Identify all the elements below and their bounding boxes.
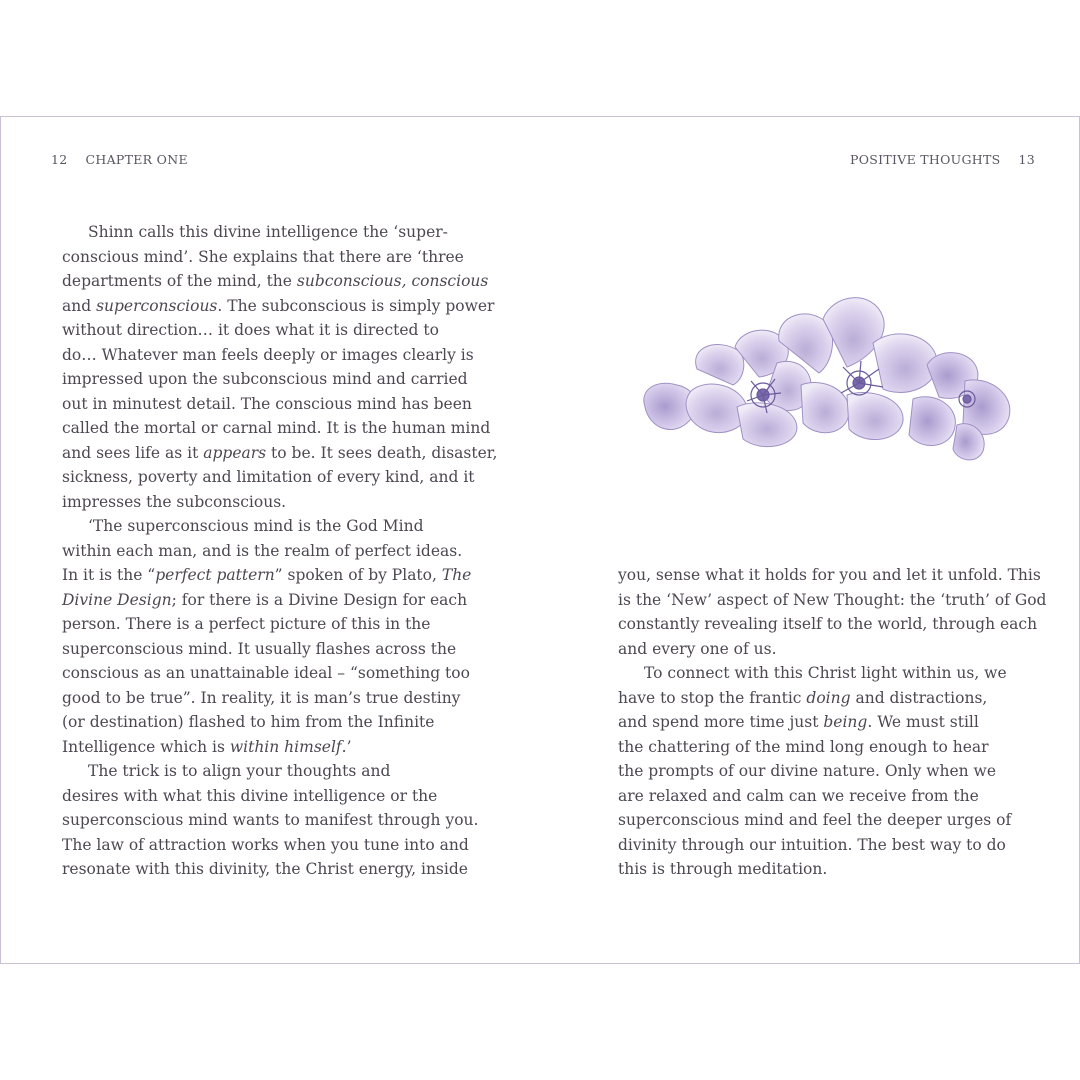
text-line [62,808,482,833]
text-line [62,857,482,882]
text-line [62,710,482,735]
text-run: resonate with this divinity, the Christ energy, inside [62,860,468,878]
text-line [618,808,1038,833]
left-page-body [62,220,498,882]
book-spread [0,116,1080,964]
text-line [618,710,1038,735]
italic-text: Divine Design [62,590,172,609]
text-line [62,318,482,343]
text-line [62,735,482,760]
text-run: .’ [341,737,352,756]
text-line [62,539,482,564]
text-line [62,612,482,637]
text-line [618,759,1038,784]
right-page-body [618,563,1047,882]
text-run: good to be true”. In reality, it is man’s true destiny [62,688,461,707]
text-run: this is through meditation. [618,860,828,878]
text-run: called the mortal or carnal mind. It is the human mind [62,419,491,437]
text-line [62,686,482,711]
text-line [62,588,482,613]
text-run: superconscious mind wants to manifest through you. [62,811,479,829]
text-line [618,857,1038,882]
text-run: desires with what this divine intelligence or the [62,786,438,805]
right-running-header [850,152,1035,167]
text-line [62,367,482,392]
text-run: within each man, and is the realm of perfect ideas. [62,541,463,560]
text-run: sickness, poverty and limitation of every kind, and it [62,468,475,486]
text-line [618,588,1047,613]
text-run: The trick is to align your thoughts and [88,762,391,780]
text-line [62,343,482,368]
italic-text: doing [806,688,851,707]
text-line [62,269,489,294]
text-line [618,833,1038,858]
text-run: . We must still [867,713,979,731]
text-run: In it is the “ [62,566,156,584]
text-run: conscious as an unattainable ideal – “something too [62,664,470,682]
text-run: and distractions, [850,688,988,707]
text-run: out in minutest detail. The conscious mind has been [62,394,472,413]
text-run: impresses the subconscious. [62,492,287,511]
text-run: superconscious mind and feel the deeper urges of [618,811,1012,829]
text-run: and [62,296,97,315]
text-run: (or destination) flashed to him from the Infinite [62,713,435,731]
text-line [62,661,482,686]
italic-text: within himself [229,737,342,756]
text-line [62,245,482,270]
text-line [618,563,1041,588]
text-run: and every one of us. [618,639,777,658]
text-run: superconscious mind. It usually flashes across the [62,639,457,658]
text-run: ‘The superconscious mind is the God Mind [88,517,424,535]
left-page-number: 12 [51,152,68,167]
text-run: have to stop the frantic [618,688,807,707]
italic-text: perfect pattern [155,566,275,584]
text-line [62,392,482,417]
italic-text: subconscious, conscious [296,272,489,290]
text-run: are relaxed and calm can we receive from the [618,786,979,805]
text-line [618,637,1038,662]
text-run: departments of the mind, the [62,272,297,290]
text-run: to be. It sees death, disaster, [266,443,498,462]
text-run: conscious mind’. She explains that there are ‘three [62,247,464,266]
italic-text: appears [203,443,267,462]
text-line [618,612,1038,637]
text-line [618,735,1038,760]
text-line [62,759,482,784]
text-line [62,784,482,809]
text-run: the prompts of our divine nature. Only when we [618,762,997,780]
text-line [62,833,482,858]
italic-text: being [823,713,868,731]
text-line [62,637,482,662]
text-line [62,220,482,245]
text-line [618,784,1038,809]
right-page-number: 13 [1018,152,1035,167]
text-line [62,563,482,588]
text-run: divinity through our intuition. The best way to do [618,835,1006,854]
text-run: is the ‘New’ aspect of New Thought: the ‘truth’ of God [618,590,1047,609]
text-run: Shinn calls this divine intelligence the ‘super- [88,223,448,241]
text-line [62,294,495,319]
text-line [62,416,491,441]
text-line [62,441,498,466]
text-line [618,661,1038,686]
text-run: The law of attraction works when you tune into and [62,835,469,854]
text-run: . The subconscious is simply power [217,296,495,315]
text-run: constantly revealing itself to the world, through each [618,615,1038,633]
right-running-head: POSITIVE THOUGHTS [850,152,1001,167]
text-line [62,514,482,539]
text-run: the chattering of the mind long enough to hear [618,737,989,756]
text-line [62,490,482,515]
text-run: Intelligence which is [62,737,230,756]
text-line [618,686,1038,711]
text-run: person. There is a perfect picture of this in the [62,615,431,633]
text-line [62,465,482,490]
text-run: you, sense what it holds for you and let it unfold. This [618,566,1041,584]
text-run: ” spoken of by Plato, [274,566,442,584]
text-run: and sees life as it [62,443,204,462]
italic-text: The [441,566,472,584]
text-run: ; for there is a Divine Design for each [171,590,468,609]
text-run: To connect with this Christ light within us, we [644,664,1007,682]
text-run: impressed upon the subconscious mind and carried [62,370,468,388]
left-running-header [51,152,188,167]
text-run: and spend more time just [618,713,824,731]
flower-illustration [637,289,1021,467]
italic-text: superconscious [96,296,218,315]
text-run: without direction… it does what it is directed to [62,321,439,339]
left-running-head: CHAPTER ONE [85,152,188,167]
text-run: do… Whatever man feels deeply or images clearly is [62,345,474,364]
